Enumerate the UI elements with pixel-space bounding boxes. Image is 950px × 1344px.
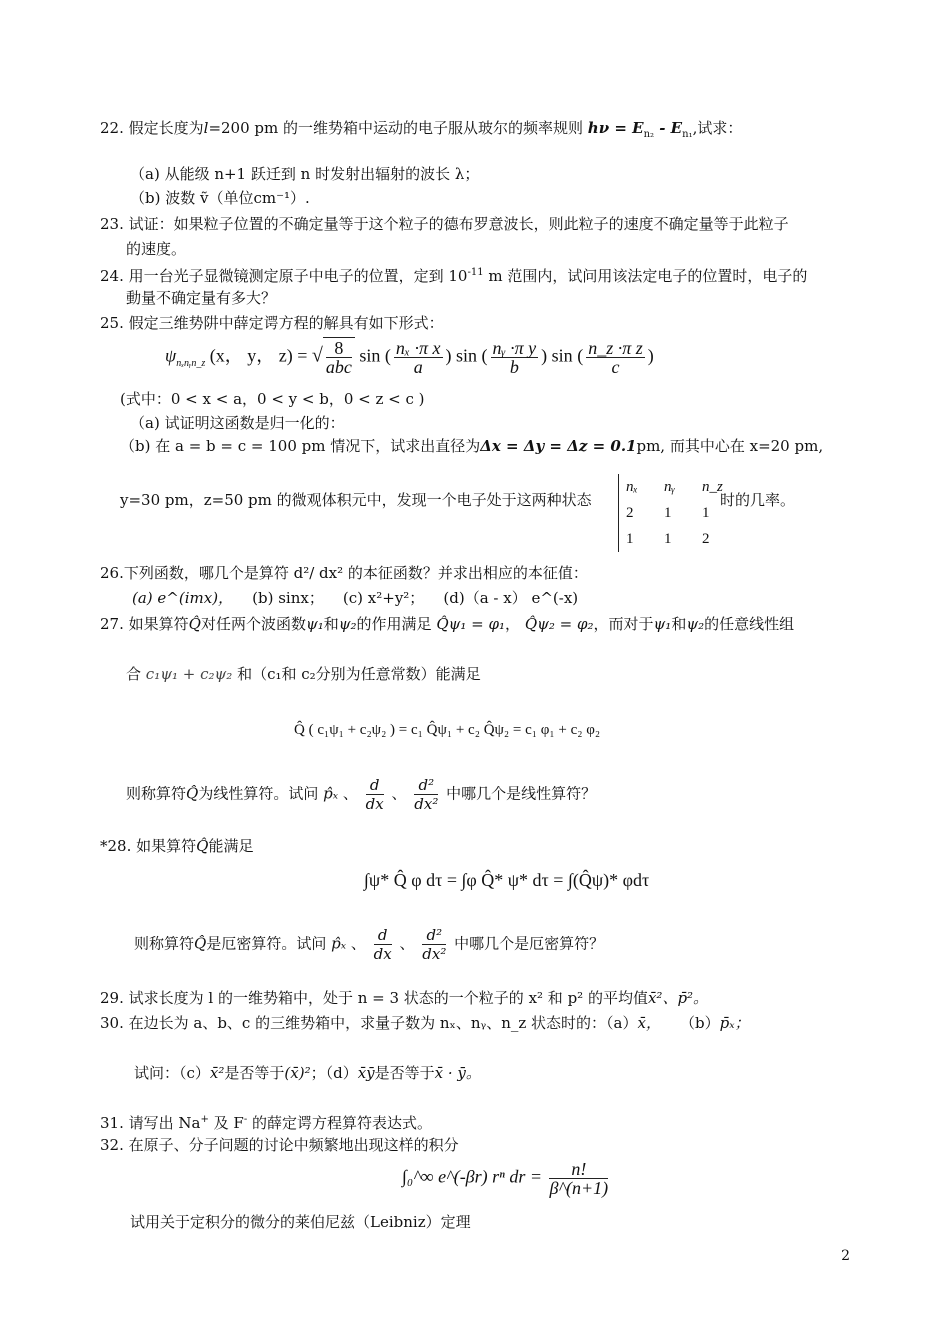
- q26-options: (a) e^(imx)， (b) sinx； (c) x²+y²； (d)（a - x） e^(-x): [132, 589, 579, 607]
- q25-item-a: （a) 试证明这函数是归一化的：: [130, 414, 345, 432]
- q27-line3: 则称算符Q̂为线性算符。试问 p̂ₓ 、 $\frac{d}{dx}$ 、 $\frac{\text{d²}}{\text{dx²}}$ 中哪几个是线性算符？: [126, 776, 597, 813]
- q24-line2: 動量不确定量有多大？: [126, 289, 277, 307]
- q22-item-a: （a) 从能级 n+1 跃迁到 n 时发射出辐射的波长 λ；: [130, 165, 480, 183]
- q25-wavefunction: $\psi_{n_xnᵧn\_z}$ (x， y， z) = √ $\frac{8}{\text{abc}}$ sin ( $\frac{\text{nₓ ·π x}}{a}$ ) sin ( $\frac{\text{nᵧ ·π y}}{b}$ ) sin ( $\frac{\text{n\_z ·π z}}{c}$ ): [165, 338, 654, 377]
- q25-line1: 25. 假定三维势阱中薛定谔方程的解具有如下形式：: [100, 314, 444, 332]
- q32-line1: 32. 在原子、分子问题的讨论中频繁地出现这样的积分: [100, 1136, 459, 1154]
- q25-line-y: y=30 pm，z=50 pm 的微观体积元中，发现一个电子处于这两种状态: [120, 491, 592, 509]
- q22-line1: 22. 假定长度为l=200 pm 的一维势箱中运动的电子服从玻尔的频率规则 $h\nu = E_{n_2} - E_{n_1}$,试求：: [100, 119, 743, 140]
- q24-line1: 24. 用一台光子显微镜测定原子中电子的位置，定到 $10^{-11}$ m 范围内，试问用该法定电子的位置时，电子的: [100, 267, 808, 285]
- q27-line2: 合 c₁ψ₁ + c₂ψ₂ 和（c₁和 c₂分别为任意常数）能满足: [126, 665, 481, 683]
- freq-rule: hν = E: [587, 119, 644, 137]
- quantum-number-matrix: [618, 474, 739, 552]
- q32-line2: 试用关于定积分的微分的莱伯尼兹（Leibniz）定理: [130, 1213, 471, 1231]
- matrix-row: 2 1 1: [626, 505, 710, 521]
- q22-item-b: （b) 波数 ṽ（单位cm⁻¹）.: [130, 189, 310, 207]
- q31-line: 31. 请写出 Na+ 及 F- 的薛定谔方程算符表达式。: [100, 1114, 432, 1132]
- q28-hermitian-equation: ∫ψ* Q̂ φ dτ = ∫φ Q̂* ψ* dτ = ∫(Q̂ψ)* φdτ: [364, 870, 650, 890]
- q28-line2: 则称算符Q̂是厄密算符。试问 p̂ₓ 、 $\frac{d}{dx}$ 、 $\frac{\text{d²}}{\text{dx²}}$ 中哪几个是厄密算符？: [134, 926, 605, 963]
- q27-line1: 27. 如果算符Q̂对任两个波函数ψ₁和ψ₂的作用满足 Q̂ψ₁ = φ₁， Q̂ψ₂ = φ₂，而对于ψ₁和ψ₂的任意线性组: [100, 615, 795, 633]
- matrix-row: 1 1 2: [626, 531, 710, 547]
- q27-linearity-equation: Q̂ ( c₁ψ₁ + c₂ψ₂ ) = c₁ Q̂ψ₁ + c₂ Q̂ψ₂ = c₁ φ₁ + c₂ φ₂: [294, 722, 601, 738]
- q32-integral: ∫₀^∞ e^(-βr) rⁿ dr = $\frac{n!}{\beta\^{}(n+1)}$: [402, 1159, 609, 1198]
- q25-condition: (式中：0 < x < a，0 < y < b，0 < z < c ): [120, 390, 425, 408]
- q23-line2: 的速度。: [126, 240, 187, 258]
- q23-line1: 23. 试证：如果粒子位置的不确定量等于这个粒子的德布罗意波长，则此粒子的速度不确定量等于此粒子: [100, 215, 789, 233]
- q29-line: 29. 试求长度为 l 的一维势箱中，处于 n = 3 状态的一个粒子的 x² 和 p² 的平均值x̄²、p̄²。: [100, 989, 709, 1007]
- matrix-header-row: nₓ nᵧ n_z: [626, 479, 723, 495]
- q25-line-y-end: 时的几率。: [720, 491, 796, 509]
- q26-line1: 26.下列函数，哪几个是算符 d²/ dx² 的本征函数？并求出相应的本征值：: [100, 564, 588, 582]
- q28-line1: *28. 如果算符Q̂能满足: [100, 837, 254, 855]
- q25-item-b: （b) 在 a = b = c = 100 pm 情况下，试求出直径为Δx = Δy = Δz = 0.1pm, 而其中心在 x=20 pm,: [120, 437, 824, 455]
- q30-line1: 30. 在边长为 a、b、c 的三维势箱中，求量子数为 nₓ、nᵧ、n_z 状态时的：（a）x̄， （b）p̄ₓ；: [100, 1014, 750, 1032]
- page-number: 2: [841, 1248, 850, 1264]
- q30-line2: 试问：（c）x̄²是否等于(x̄)²；（d）x̄ȳ是否等于x̄ · ȳ。: [134, 1064, 481, 1082]
